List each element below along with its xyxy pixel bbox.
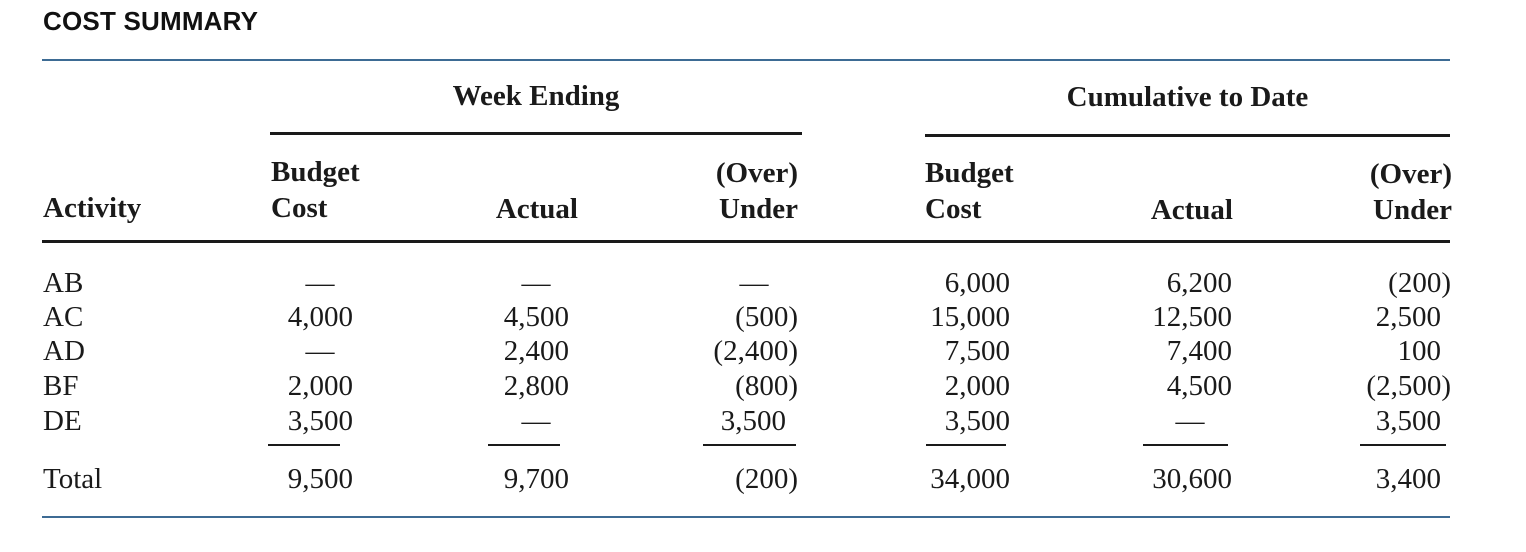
- cell-activity: AC: [43, 301, 84, 333]
- col-header-week-under-line2: Under: [719, 193, 798, 225]
- col-header-week-budget-line2: Cost: [271, 192, 328, 224]
- sum-underline-week-over-under: [703, 444, 796, 446]
- cell-week-actual: —: [521, 405, 551, 437]
- cell-week-budget: 2,000: [287, 370, 353, 402]
- cell-week-budget: 4,000: [287, 301, 353, 333]
- sum-underline-cum-budget: [926, 444, 1006, 446]
- group-header-cumulative: Cumulative to Date: [1066, 81, 1309, 113]
- total-label: Total: [43, 463, 103, 495]
- cell-cum-budget: 3,500: [944, 405, 1010, 437]
- bottom-rule: [42, 516, 1450, 518]
- cell-cum-actual: —: [1175, 405, 1205, 437]
- cell-cum-over-under: 2,500: [1375, 301, 1441, 333]
- total-cum-actual: 30,600: [1152, 463, 1232, 495]
- group-rule-week: [270, 132, 802, 135]
- cell-activity: DE: [43, 405, 82, 437]
- cell-week-over-under: (800): [735, 370, 798, 402]
- cell-cum-budget: 2,000: [944, 370, 1010, 402]
- cell-cum-budget: 7,500: [944, 335, 1010, 367]
- cell-week-over-under: (2,400): [713, 335, 798, 367]
- cell-week-budget: 3,500: [287, 405, 353, 437]
- total-week-actual: 9,700: [503, 463, 569, 495]
- sum-underline-week-budget: [268, 444, 340, 446]
- cell-activity: BF: [43, 370, 79, 402]
- group-rule-cumulative: [925, 134, 1450, 137]
- cell-cum-budget: 15,000: [930, 301, 1010, 333]
- cell-activity: AB: [43, 267, 84, 299]
- sum-underline-week-actual: [488, 444, 560, 446]
- sum-underline-cum-over-under: [1360, 444, 1446, 446]
- col-header-cum-actual: Actual: [1150, 194, 1233, 226]
- cell-cum-over-under: (2,500): [1366, 370, 1451, 402]
- cell-cum-over-under: (200): [1388, 267, 1451, 299]
- col-header-activity: Activity: [43, 192, 142, 224]
- col-header-week-budget-line1: Budget: [271, 156, 360, 188]
- total-cum-budget: 34,000: [930, 463, 1010, 495]
- cell-activity: AD: [43, 335, 85, 367]
- cell-week-over-under: (500): [735, 301, 798, 333]
- cell-cum-actual: 4,500: [1166, 370, 1232, 402]
- total-week-budget: 9,500: [287, 463, 353, 495]
- cell-week-actual: —: [521, 267, 551, 299]
- col-header-cum-over-line1: (Over): [1369, 158, 1452, 190]
- cell-week-actual: 2,400: [503, 335, 569, 367]
- cell-cum-over-under: 3,500: [1375, 405, 1441, 437]
- cell-week-budget: —: [305, 335, 335, 367]
- page-title: COST SUMMARY: [43, 6, 259, 36]
- sum-underline-cum-actual: [1143, 444, 1228, 446]
- cell-week-over-under: 3,500: [720, 405, 786, 437]
- cell-week-budget: —: [305, 267, 335, 299]
- col-header-cum-budget-line1: Budget: [925, 157, 1014, 189]
- cell-cum-budget: 6,000: [944, 267, 1010, 299]
- cell-cum-actual: 7,400: [1166, 335, 1232, 367]
- cell-cum-actual: 12,500: [1152, 301, 1232, 333]
- total-cum-over-under: 3,400: [1375, 463, 1441, 495]
- total-week-over-under: (200): [735, 463, 798, 495]
- col-header-week-actual: Actual: [495, 193, 578, 225]
- col-header-cum-budget-line2: Cost: [925, 193, 982, 225]
- header-rule: [42, 240, 1450, 243]
- cell-cum-actual: 6,200: [1166, 267, 1232, 299]
- col-header-week-over-line1: (Over): [715, 157, 798, 189]
- cell-week-actual: 4,500: [503, 301, 569, 333]
- cell-cum-over-under: 100: [1397, 335, 1441, 367]
- cell-week-actual: 2,800: [503, 370, 569, 402]
- group-header-week-ending: Week Ending: [452, 80, 620, 112]
- cell-week-over-under: —: [739, 267, 769, 299]
- col-header-cum-under-line2: Under: [1373, 194, 1452, 226]
- top-rule: [42, 59, 1450, 61]
